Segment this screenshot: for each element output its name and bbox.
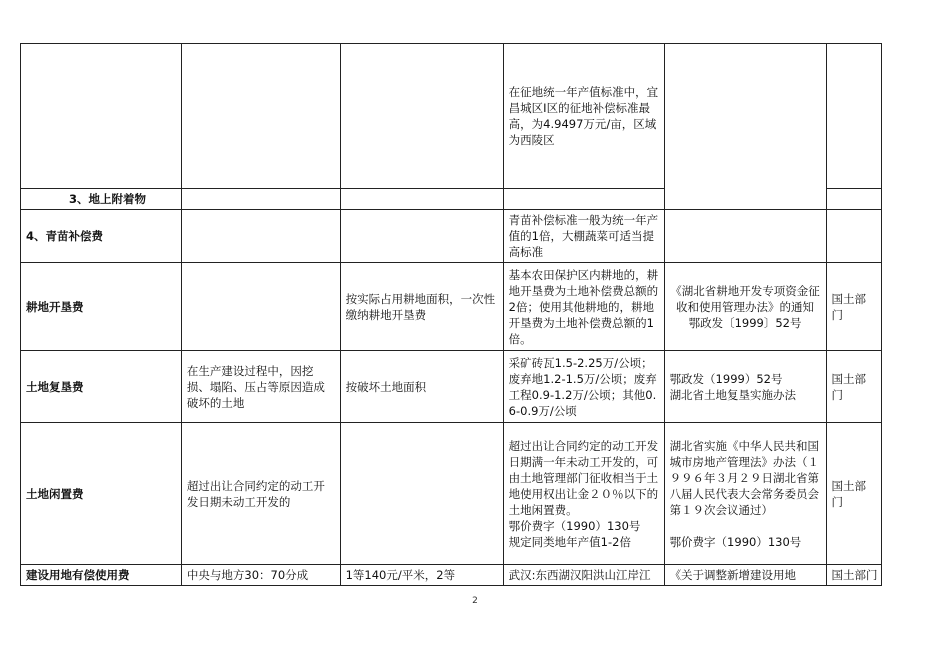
- cell-empty: [181, 263, 340, 351]
- cell-empty: [340, 44, 503, 189]
- cell-empty: [664, 44, 826, 210]
- cell-authority: 国土部门: [826, 565, 881, 586]
- cell-standard: 超过出让合同约定的动工开发日期满一年未动工开发的，可由土地管理部门征收相当于土地使用权出让金２０％以下的土地闲置费。 鄂价费字（1990）130号 规定同类地年产值1-2倍: [503, 423, 664, 565]
- cell-scope: 超过出让合同约定的动工开发日期未动工开发的: [181, 423, 340, 565]
- cell-basis: 1等140元/平米，2等: [340, 565, 503, 586]
- cell-empty: [503, 189, 664, 210]
- cell-empty: [340, 210, 503, 263]
- cell-empty: [826, 44, 881, 189]
- cell-reference: 《湖北省耕地开发专项资金征收和使用管理办法》的通知 鄂政发〔1999〕52号: [664, 263, 826, 351]
- row-heading: 土地复垦费: [21, 351, 182, 423]
- cell-authority: 国土部门: [826, 351, 881, 423]
- cell-empty: [826, 189, 881, 210]
- cell-empty: [664, 210, 826, 263]
- cell-scope: 在生产建设过程中，因挖损、塌陷、压占等原因造成破坏的土地: [181, 351, 340, 423]
- table-row-land-compensation-tail: [21, 44, 882, 189]
- cell-standard: 基本农田保护区内耕地的，耕地开垦费为土地补偿费总额的2倍；使用其他耕地的，耕地开垦费为土地补偿费总额的1倍。: [503, 263, 664, 351]
- cell-empty: [826, 210, 881, 263]
- cell-authority: 国土部门: [826, 263, 881, 351]
- row-heading: 土地闲置费: [21, 423, 182, 565]
- table-row-farmland-reclamation: [21, 263, 882, 351]
- table-row-idle-land: [21, 423, 882, 565]
- fee-table: [20, 43, 882, 586]
- cell-reference: 《关于调整新增建设用地: [664, 565, 826, 586]
- table-row-construction-land-fee: [21, 565, 882, 586]
- cell-standard: 在征地统一年产值标准中，宜昌城区Ⅰ区的征地补偿标准最高，为4.9497万元/亩，区域为西陵区: [503, 44, 664, 189]
- table-row-land-reclamation: [21, 351, 882, 423]
- row-heading: 4、青苗补偿费: [21, 210, 182, 263]
- cell-basis: 按实际占用耕地面积，一次性缴纳耕地开垦费: [340, 263, 503, 351]
- cell-basis: 按破坏土地面积: [340, 351, 503, 423]
- cell-empty: [340, 189, 503, 210]
- cell-empty: [340, 423, 503, 565]
- page-number: 2: [472, 596, 478, 606]
- cell-reference: 湖北省实施《中华人民共和国城市房地产管理法》办法（１９９６年３月２９日湖北省第八届人民代表大会常务委员会第１９次会议通过） 鄂价费字（1990）130号: [664, 423, 826, 565]
- cell-standard: 青苗补偿标准一般为统一年产值的1倍，大棚蔬菜可适当提高标准: [503, 210, 664, 263]
- cell-empty: [181, 210, 340, 263]
- cell-empty: [181, 189, 340, 210]
- row-heading: 建设用地有偿使用费: [21, 565, 182, 586]
- cell-standard: 武汉:东西湖汉阳洪山江岸江: [503, 565, 664, 586]
- row-heading: 耕地开垦费: [21, 263, 182, 351]
- cell-reference: 鄂政发（1999）52号 湖北省土地复垦实施办法: [664, 351, 826, 423]
- cell-empty: [21, 44, 182, 189]
- cell-standard: 采矿砖瓦1.5-2.25万/公顷；废弃地1.2-1.5万/公顷；废弃工程0.9-1.2万/公顷；其他0.6-0.9万/公顷: [503, 351, 664, 423]
- row-heading: 3、地上附着物: [21, 189, 182, 210]
- cell-scope: 中央与地方30：70分成: [181, 565, 340, 586]
- cell-authority: 国土部门: [826, 423, 881, 565]
- cell-empty: [181, 44, 340, 189]
- table-row-crop-compensation: [21, 210, 882, 263]
